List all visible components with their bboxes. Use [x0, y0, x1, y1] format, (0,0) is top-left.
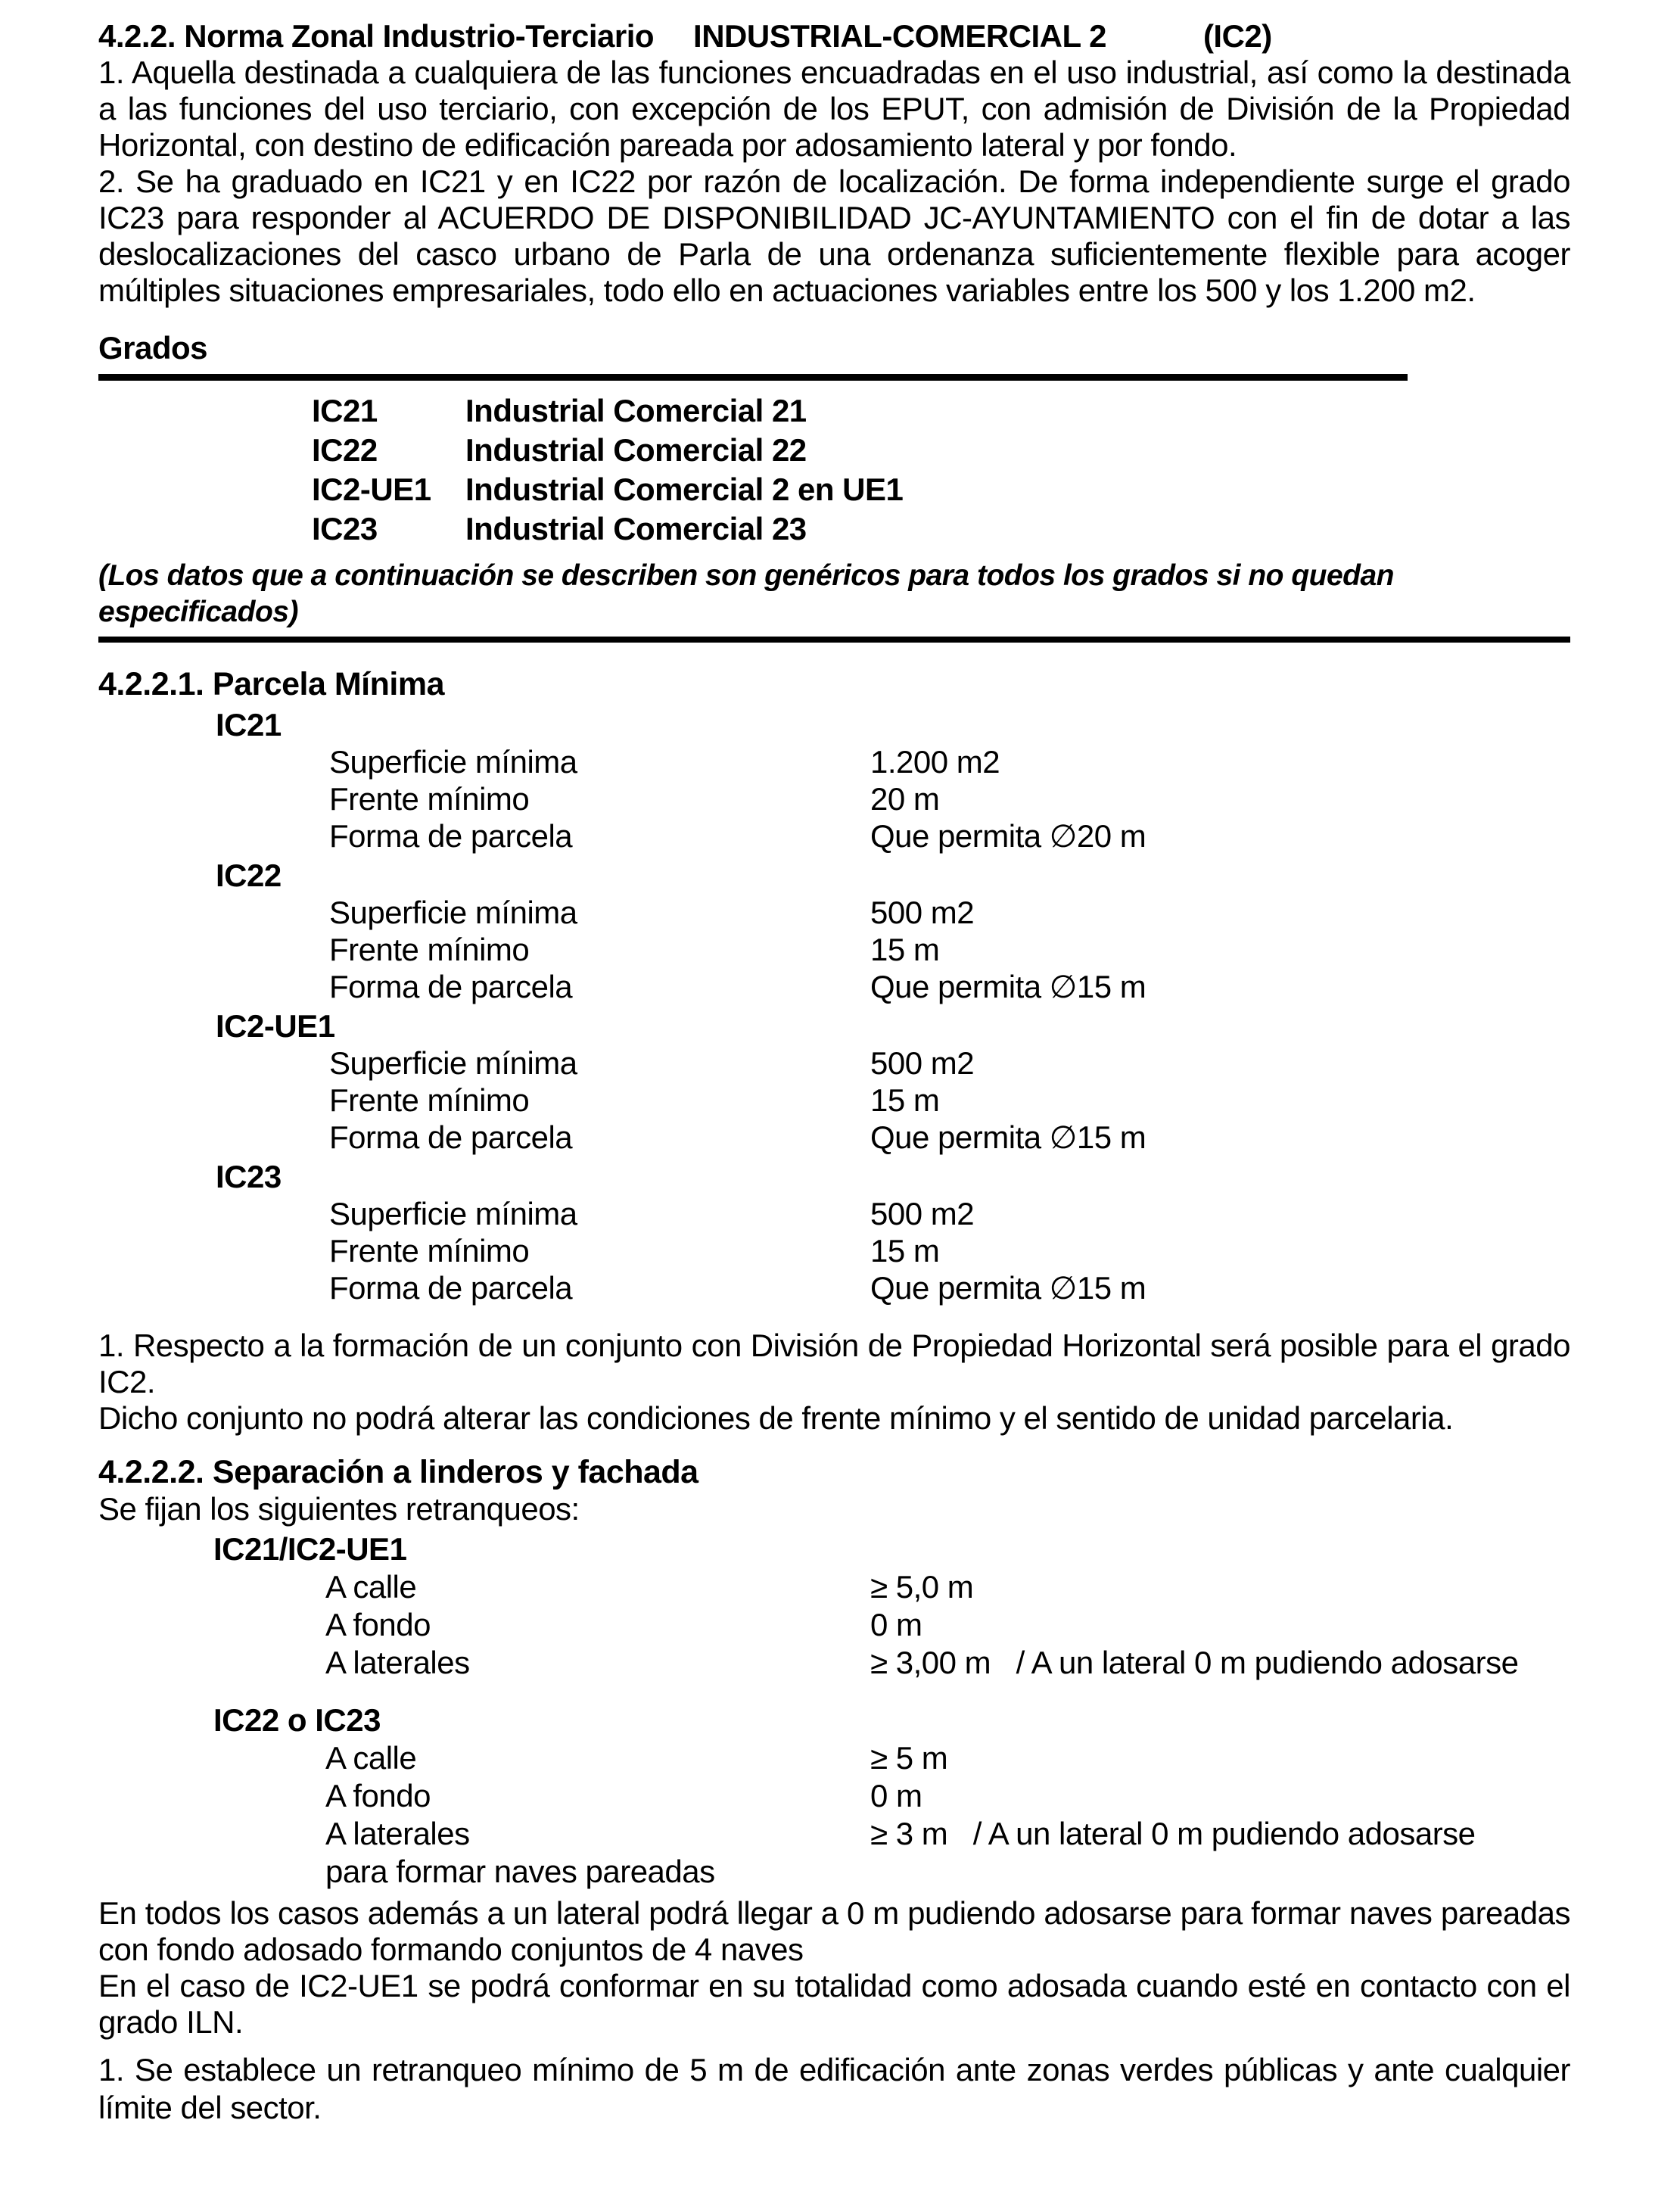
table-row — [98, 1232, 1570, 1269]
grados-list-item — [98, 470, 1570, 509]
row-label: Superficie mínima — [329, 744, 577, 780]
table-row — [98, 1269, 1570, 1306]
row-label: Superficie mínima — [329, 1045, 577, 1081]
table-row — [98, 968, 1570, 1005]
row-label: Frente mínimo — [329, 1082, 530, 1118]
grados-list-item — [98, 391, 1570, 431]
row-label: Forma de parcela — [329, 1270, 573, 1306]
paragraph-ic2-ue1-adosada: En el caso de IC2-UE1 se podrá conformar en su totalidad como adosada cuando esté en contacto con el grado ILN. — [98, 1968, 1570, 2040]
grade-subheading: IC22 o IC23 — [213, 1702, 381, 1738]
paragraph-retranqueos-intro: Se fijan los siguientes retranqueos: — [98, 1491, 580, 1527]
row-value: 15 m — [870, 932, 940, 967]
table-row — [98, 743, 1570, 780]
table-row — [98, 1044, 1570, 1082]
row-value: ≥ 3,00 m / A un lateral 0 m pudiendo adosarse — [870, 1645, 1519, 1680]
row-value: Que permita ∅15 m — [870, 1119, 1146, 1155]
grade-code: IC21 — [312, 393, 378, 428]
row-label: A fondo — [325, 1778, 431, 1813]
row-value: Que permita ∅20 m — [870, 818, 1146, 854]
row-value: 15 m — [870, 1233, 940, 1269]
row-continuation: para formar naves pareadas — [325, 1854, 715, 1889]
table-row — [98, 1739, 1570, 1777]
paragraph-graduation: 2. Se ha graduado en IC21 y en IC22 por razón de localización. De forma independiente surge el grado IC23 para responder al ACUERDO DE DISPONIBILIDAD JC-AYUNTAMIENTO con el fin de dotar a las deslocalizaciones del casco urbano de Parla de una ordenanza suficientemente flexible para acoger múltiples situaciones empresariales, todo ello en actuaciones variables entre los 500 y los 1.200 m2. — [98, 163, 1570, 308]
row-value: ≥ 5,0 m — [870, 1569, 974, 1605]
section-heading-separacion-linderos: 4.2.2.2. Separación a linderos y fachada — [98, 1454, 698, 1490]
row-label: Forma de parcela — [329, 1119, 573, 1155]
grade-subheading: IC2-UE1 — [216, 1008, 335, 1044]
table-row — [98, 1082, 1570, 1119]
row-value: 15 m — [870, 1082, 940, 1118]
grade-code: IC2-UE1 — [312, 472, 431, 507]
title-norma-zonal: 4.2.2. Norma Zonal Industrio-Terciario — [98, 18, 655, 54]
table-row — [98, 1195, 1570, 1232]
grados-list-item — [98, 431, 1570, 470]
table-row — [98, 1777, 1570, 1815]
row-value: 500 m2 — [870, 895, 975, 930]
grade-subheading: IC21 — [216, 707, 282, 742]
retranqueos-table — [98, 1530, 1570, 1891]
grade-name: Industrial Comercial 23 — [465, 511, 807, 546]
grade-subheading: IC21/IC2-UE1 — [213, 1531, 407, 1567]
page-title — [98, 18, 1570, 54]
row-label: Forma de parcela — [329, 818, 573, 854]
table-row — [98, 780, 1570, 817]
row-value: ≥ 3 m / A un lateral 0 m pudiendo adosarse — [870, 1816, 1476, 1851]
row-value: 0 m — [870, 1607, 922, 1642]
grados-list-item — [98, 509, 1570, 549]
row-label: Forma de parcela — [329, 969, 573, 1004]
paragraph-retranqueo-zonas-verdes: 1. Se establece un retranqueo mínimo de 5 m de edificación ante zonas verdes públicas y ante cualquier límite del sector. — [98, 2052, 1570, 2125]
section-heading-parcela-minima: 4.2.2.1. Parcela Mínima — [98, 666, 444, 702]
table-row — [98, 1119, 1570, 1156]
row-label: Frente mínimo — [329, 932, 530, 967]
paragraph-definition: 1. Aquella destinada a cualquiera de las funciones encuadradas en el uso industrial, así como la destinada a las funciones del uso terciario, con excepción de los EPUT, con admisión de División de la Propiedad Horizontal, con destino de edificación pareada por adosamiento lateral y por fondo. — [98, 54, 1570, 163]
grados-list — [98, 391, 1570, 549]
table-row — [98, 1606, 1570, 1644]
title-industrial-comercial: INDUSTRIAL-COMERCIAL 2 — [693, 18, 1106, 54]
row-value: 20 m — [870, 781, 940, 817]
generic-data-note: (Los datos que a continuación se describen son genéricos para todos los grados si no quedan especificados) — [98, 558, 1570, 643]
paragraph-division-horizontal: 1. Respecto a la formación de un conjunto con División de Propiedad Horizontal será posible para el grado IC2. — [98, 1328, 1570, 1399]
row-label: Superficie mínima — [329, 1196, 577, 1231]
paragraph-conjunto: Dicho conjunto no podrá alterar las condiciones de frente mínimo y el sentido de unidad parcelaria. — [98, 1400, 1454, 1436]
table-row — [98, 894, 1570, 931]
row-value: ≥ 5 m — [870, 1740, 948, 1776]
table-row — [98, 1644, 1570, 1682]
row-value: 500 m2 — [870, 1196, 975, 1231]
row-label: Superficie mínima — [329, 895, 577, 930]
row-label: A laterales — [325, 1645, 470, 1680]
row-value: 1.200 m2 — [870, 744, 1000, 780]
grade-name: Industrial Comercial 22 — [465, 432, 807, 468]
paragraph-naves-pareadas: En todos los casos además a un lateral podrá llegar a 0 m pudiendo adosarse para formar naves pareadas con fondo adosado formando conjuntos de 4 naves — [98, 1895, 1570, 1967]
row-value: 500 m2 — [870, 1045, 975, 1081]
table-row — [98, 1815, 1570, 1853]
table-row — [98, 931, 1570, 968]
parcela-minima-table — [98, 706, 1570, 1306]
grade-name: Industrial Comercial 21 — [465, 393, 807, 428]
table-row — [98, 817, 1570, 855]
title-code-ic2: (IC2) — [1202, 18, 1272, 54]
row-label: Frente mínimo — [329, 1233, 530, 1269]
grade-code: IC23 — [312, 511, 378, 546]
row-value: 0 m — [870, 1778, 922, 1813]
grade-code: IC22 — [312, 432, 378, 468]
row-label: Frente mínimo — [329, 781, 530, 817]
row-label: A calle — [325, 1569, 417, 1605]
row-label: A calle — [325, 1740, 417, 1776]
table-row — [98, 1568, 1570, 1606]
row-label: A fondo — [325, 1607, 431, 1642]
row-value: Que permita ∅15 m — [870, 969, 1146, 1004]
grade-subheading: IC22 — [216, 858, 282, 893]
row-value: Que permita ∅15 m — [870, 1270, 1146, 1306]
row-label: A laterales — [325, 1816, 470, 1851]
grade-name: Industrial Comercial 2 en UE1 — [465, 472, 904, 507]
grade-subheading: IC23 — [216, 1159, 282, 1194]
grados-heading: Grados — [98, 330, 1408, 381]
